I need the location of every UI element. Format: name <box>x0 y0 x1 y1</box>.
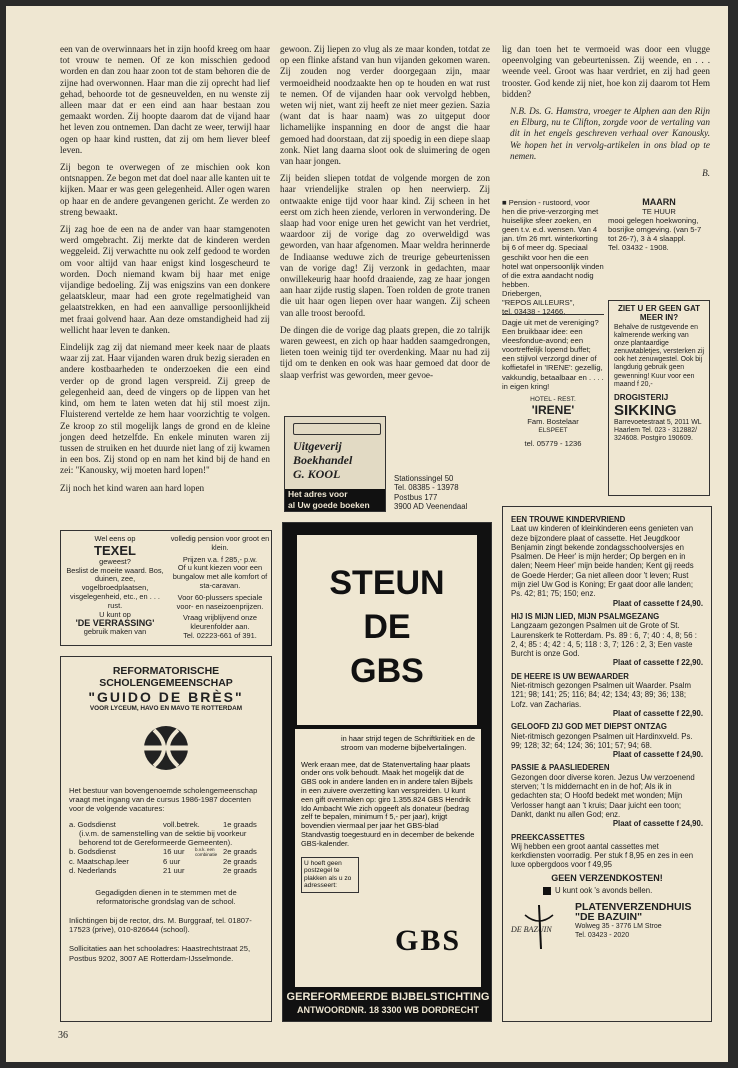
bazuin-ad-name-1: PLATENVERZENDHUIS <box>575 901 692 914</box>
bazuin-ad-phone-text: U kunt ook 's avonds bellen. <box>555 885 653 895</box>
bazuin-item-text: Wij hebben een groot aantal cassettes met kerkdiensten voorradig. Per stuk f 8,95 en zes in een luxe opbergdoos voor f 49,95 <box>511 841 694 870</box>
article-paragraph: Zij begon te overwegen of ze mischien ook kon ontsnappen. Ze begon met dat doel naar alle kanten uit te kijken. Maar er was geen gelegenheid. Aller ogen waren op haar en de andere gevangenen gericht. Ze werden zo streng bewaakt. <box>60 162 270 217</box>
texel-ad-line: Vraag vrijblijvend onze kleurenfolder aan. <box>182 613 258 632</box>
vacancy-subject: c. Maatschap.leer <box>69 857 129 867</box>
kool-ad-address <box>394 474 467 512</box>
maarn-ad <box>608 198 710 253</box>
bazuin-item <box>511 722 703 759</box>
bazuin-ad-name-2: "DE BAZUIN" <box>575 910 643 923</box>
pension-ad-place: Driebergen, <box>502 288 542 298</box>
bazuin-item-text: Gezongen door diverse koren. Jezus Uw verzoenend sterven; 't Is middernacht en in de hof; Als ik in gedachten sta; O Hoofd bedekt met wonden; Mijn Verlosser hangt aan 't kruis; Daar juicht een toon; Dankt, dankt nu allen God; enz. <box>511 772 695 819</box>
article-column-3 <box>502 44 710 185</box>
kool-ad-slogan-line1: Het adres voor <box>288 489 348 499</box>
vacancy-combo-note: b.v.k. een combinatie <box>195 847 218 858</box>
school-ad-paragraph: Sollicitaties aan het schooladres: Haastrechtstraat 25, Postbus 9202, 3007 AE Rotterdam-IJsselmonde. <box>69 944 251 963</box>
texel-ad-line: U kunt op <box>99 609 131 619</box>
gbs-ad-footer-address: ANTWOORDNR. 18 3300 WB DORDRECHT <box>296 1005 480 1015</box>
bazuin-logo-icon <box>511 903 567 953</box>
texel-ad-line: geweest? <box>99 556 131 566</box>
bazuin-item-price: Plaat of cassette f 24,90. <box>612 819 703 829</box>
vacancy-hours: 16 uur <box>163 847 185 857</box>
bazuin-item-title: DE HEERE IS UW BEWAARDER <box>511 671 629 681</box>
sikking-ad-text: Behalve de rustgevende en kalmerende werking van onze plantaardige zenuwtabletjes, versterken zij ook het zenuwgestel. Ook bij langdurig gebruik geen gewenning! Kuur voor een maand f 20,- <box>614 324 705 388</box>
bazuin-item-price: Plaat of cassette f 22,90. <box>612 708 703 718</box>
gbs-ad-banner <box>297 535 477 725</box>
school-ad-paragraph: Inlichtingen bij de rector, drs. M. Burggraaf, tel. 01807-17523 (prive), 010-826644 (school). <box>69 916 252 935</box>
vacancy-subject: d. Nederlands <box>69 866 117 876</box>
magazine-page <box>6 6 728 1062</box>
vacancy-row <box>69 847 263 857</box>
bazuin-item <box>511 672 703 718</box>
kool-ad-line2: Boekhandel <box>293 453 353 467</box>
bazuin-item-title: PREEKCASSETTES <box>511 832 585 842</box>
texel-ad-line: volledig pension voor groot en klein. <box>170 534 270 552</box>
article-paragraph: De dingen die de vorige dag plaats grepen, die zo talrijk waren geweest, en zich op haar hadden saamgedrongen, lieten toen weinig tijd ter overdenking. Maar nu had zij tijd om te denken en ook was haar gemoed dat door de slaap verfrist was geworden, meer gevoe- <box>280 324 490 380</box>
school-ad-title-1: REFORMATORISCHE <box>112 665 220 677</box>
pension-ad-name: "REPOS AILLEURS", <box>502 298 575 308</box>
gbs-ad-banner-line: GBS <box>350 652 424 690</box>
irene-ad <box>502 318 604 448</box>
vacancy-grade: 2e graads <box>223 857 257 867</box>
school-ad <box>60 656 272 1022</box>
bazuin-item-title: GELOOFD ZIJ GOD MET DIEPST ONTZAG <box>511 722 667 732</box>
kool-ad <box>280 416 490 514</box>
maarn-ad-text: mooi gelegen hoekwoning, bosrijke omgeving. (van 5-7 tot 26-7), 3 à 4 slaappl. <box>608 216 702 244</box>
school-ad-intro: Het bestuur van bovengenoemde scholengemeenschap vraagt met ingang van de cursus 1986-1987 docenten voor de volgende vacatures: <box>69 786 258 814</box>
texel-ad-line: gebruik maken van <box>83 627 147 637</box>
gbs-ad-intro: in haar strijd tegen de Schriftkritiek en de stroom van moderne bijbelvertalingen. <box>341 734 475 752</box>
texel-ad <box>60 530 272 646</box>
kool-ad-address-line: Postbus 177 <box>394 492 438 502</box>
kool-ad-line3: G. KOOL <box>293 467 341 481</box>
sikking-ad <box>608 300 710 496</box>
vacancy-row <box>69 866 263 875</box>
bazuin-ad-company <box>575 903 691 953</box>
bazuin-item <box>511 612 703 668</box>
sikking-ad-address: Barrevoetestraat 5, 2011 WL Haarlem Tel. 023 - 312882/ 324608. Postgiro 190609. <box>614 418 702 443</box>
school-ad-paragraph: Gegadigden dienen in te stemmen met de reformatorische grondslag van de school. <box>95 887 237 906</box>
irene-ad-owner: Fam. Bostelaar <box>527 416 579 426</box>
vacancy-grade: 2e graads <box>223 847 257 857</box>
school-ad-title-2: SCHOLENGEMEENSCHAP <box>99 677 233 689</box>
article-paragraph: een van de overwinnaars het in zijn hoofd kreeg om haar tot vrouw te nemen. Of ze kon misschien gedood worden en dan zou haar zoon tot de stam behoren die de zijne had overwonnen. Haar man die zij oprecht had lief gehad, behoorde tot de gesneuvelden, en nu wenste zij alleen maar dat er een eind aan haar bestaan zou gemaakt worden. Zij hoopte daarom dat de vijand haar het leven zou ontnemen. Dan dacht ze weer, terwijl haar ogen op haar kind rustten, dat zij om hem liever bleef leven. <box>60 44 270 155</box>
kool-ad-address-line: 3900 AD Veenendaal <box>394 502 468 512</box>
texel-ad-line: Voor 60-plussers speciale voor- en naseizoenprijzen. <box>176 592 264 611</box>
maarn-ad-title: MAARN <box>642 197 676 207</box>
irene-ad-label: HOTEL - REST. <box>530 395 576 403</box>
sikking-ad-title: ZIET U ER GEEN GAT MEER IN? <box>617 304 701 322</box>
bazuin-ad-footer <box>511 903 703 953</box>
kool-ad-slogan <box>285 489 385 511</box>
vacancy-hours: 6 uur <box>163 857 181 867</box>
gbs-ad-footer-title: GEREFORMEERDE BIJBELSTICHTING <box>286 991 490 1003</box>
bazuin-ad-phone-note <box>511 886 703 895</box>
texel-ad-name: 'DE VERRASSING' <box>75 618 155 629</box>
vacancy-hours: 21 uur <box>163 866 185 876</box>
article-paragraph: Eindelijk zag zij dat niemand meer keek naar de plaats waar zij zat. Haar vijanden waren druk bezig sieraden en andere kostbaarheden te onderzoeken die een eind verder op de grond lagen verspreid. Zij greep de gelegenheid aan, deed de vingers op de lippen van het kind, om hem te laten weten dat hij stil moest zijn. Fluisterend vertelde ze hem haar voorzichtig te volgen. Ze kroop zo stil mogelijk langs de grond en de kleine jongen deed hetzelfde. En enkele minuten waren zij tussen de struiken en het duurde niet lang of zij kwamen in een bos. Zij stond op en nam het kind bij de hand en zei: "Kanousky, wij moeten hard lopen!" <box>60 342 270 476</box>
bazuin-item-text: Langzaam gezongen Psalmen uit de Grote of St. Laurenskerk te Rotterdam. Ps. 89 : 6, 7; 40 : 4, 8; 56 : 2, 4; 85 : 4; 42 : 4, 5; 118 : 3, 7; 126 : 2, 3; Een vaste Burcht is onze God. <box>511 621 697 659</box>
bazuin-ad-free-shipping: GEEN VERZENDKOSTEN! <box>551 872 663 883</box>
school-logo-icon <box>136 722 196 774</box>
bazuin-item-text: Laat uw kinderen of kleinkinderen eens genieten van deze bijzondere plaat of cassette. Het Jeugdkoor Benjamin zingt bekende zondagsschoolversjes en Psalmen. De Heer' is mijn herder; Op bergen en in dalen; Neem Heer' mijn beide handen; Kent gij reeds de Goede Herder; Ga niet alleen door 't leven; Rust mijn ziel Uw God is Koning; Er gaat door alle landen; Ps. 42; 81; 75; 150; enz. <box>511 524 694 599</box>
school-ad-subtitle: VOOR LYCEUM, HAVO EN MAVO TE ROTTERDAM <box>89 705 243 712</box>
sikking-ad-name: SIKKING <box>614 401 677 419</box>
maarn-ad-subtitle: TE HUUR <box>642 207 676 217</box>
vacancy-subject: b. Godsdienst <box>69 847 116 857</box>
bazuin-ad-phone: Tel. 03423 - 2020 <box>575 932 630 940</box>
pension-ad-phone: tel. 03438 - 12466. <box>502 307 566 317</box>
article-paragraph: Zij zag hoe de een na de ander van haar stamgenoten werd omgebracht. Zij merkte dat de kinderen werden weggeleid. Zij verwachtte nu ook zelf gedood te worden om voor altijd van haar enigst kind losgescheurd te worden. Doch niemand kwam bij haar met enige vijandige bedoeling. Zij was enigszins van een donkere gelaatskleur, maar had een grote regelmatigheid van gelaatstrekken, en had een aanvallige persoonlijkheid met fraai golvend haar. Aan deze omstandigheid had zij wellicht haar leven te danken. <box>60 224 270 335</box>
bazuin-item-price: Plaat of cassette f 22,90. <box>612 658 703 668</box>
vacancy-row <box>69 857 263 866</box>
article-column-2 <box>280 44 490 387</box>
translator-note: N.B. Ds. G. Hamstra, vroeger te Alphen aan den Rijn en Elburg, nu te Clifton, zorgde voor de vertaling van dit in het engels geschreven verhaal over Kanousky. We hopen het in vervolg-artikelen in ons blad op te nemen. <box>510 106 710 161</box>
bazuin-item <box>511 515 703 608</box>
kool-ad-address-line: Tel. 08385 - 13978 <box>394 483 459 493</box>
gbs-ad-text: Werk eraan mee, dat de Statenvertaling haar plaats onder ons volk behoudt. Maak het mogelijk dat de GBS ook in andere landen en in andere talen Bijbels in een zuivere overzetting kan verspreiden. U kunt een gift overmaken op: giro 1.355.824 GBS Hendrik Ido Ambacht Wie zich opgeeft als donateur (bedrag zelf te bepalen, minimum f 5,- per jaar), krijgt bovendien viermaal per jaar het GBS-blad Standvastig toegestuurd en in december de bekende GBS-kalender. <box>301 759 475 848</box>
vacancy-subject: a. Godsdienst <box>69 819 116 829</box>
telephone-icon <box>543 887 551 895</box>
article-paragraph: Zij beiden sliepen totdat de volgende morgen de zon haar vriendelijke stralen op hen neerwierp. Zij ontwaakte enige tijd voor haar kind. Zij scheen in het eerst om zich heen ziende, verloren in verwondering. De slaap had voor enige uren het gewicht van het verdriet, waardoor zij de vorige dag zo overweldigd was geworden, van haar afgenomen. Maar weldra herinnerde de Indiaanse weduwe zich de treurige gebeurtenissen van de vorige dag! Zij verzonk in gedachten, maar onwillekeurig haar hoofd draaiende, zag ze haar jongen aan haar zijde rustig slapen. Toen rolden de grote tranen die uit haar ogen liepen over haar wangen. Zij scheen van alle troost beroofd. <box>280 173 490 318</box>
bazuin-logo-text: DE BAZUIN <box>511 925 552 935</box>
texel-ad-line: Of u kunt kiezen voor een bungalow met alle komfort of sta-caravan. <box>172 563 268 590</box>
vacancy-row <box>69 820 263 829</box>
article-paragraph: lig dan toen het te vermoeid was door een vlugge opeenvolging van gebeurtenissen. Zij weende, en . . . weende veel. Groot was haar verdriet, en zij had geen trooster. God kende zij niet, hoe kon zij daarom tot Hem bidden? <box>502 44 710 99</box>
texel-ad-line: Beslist de moeite waard. Bos, duinen, zee, vogelbroedplaatsen, visgelegenheid, etc., en . . . rust. <box>66 565 164 610</box>
irene-ad-phone: tel. 05779 - 1236 <box>524 439 582 449</box>
kool-ad-slogan-line2: al Uw goede boeken <box>288 500 370 510</box>
vacancy-note: (i.v.m. de samenstelling van de sektie bij voorkeur behorend tot de Gereformeerde Gemeenten). <box>79 828 247 848</box>
article-signature: B. <box>702 168 710 179</box>
gbs-ad-banner-line: STEUN <box>329 564 445 602</box>
bazuin-item-text: Niet-ritmisch gezongen Psalmen uit Waarder. Psalm 121; 98; 141; 25; 116; 84; 42; 134; 43; 89; 36; 138; Lofz. van Zacharias. <box>511 681 691 709</box>
texel-ad-phone: Tel. 02223-661 of 391. <box>183 630 257 640</box>
article-paragraph: Zij noch het kind waren aan hard lopen <box>60 482 205 493</box>
texel-ad-right <box>169 535 271 641</box>
gbs-logo-icon: GBS <box>395 924 462 957</box>
bazuin-item-title: EEN TROUWE KINDERVRIEND <box>511 515 626 524</box>
bazuin-item <box>511 763 703 828</box>
bazuin-ad <box>502 506 712 1022</box>
vacancy-hours: voll.betrek. <box>163 819 200 829</box>
article-paragraph: gewoon. Zij liepen zo vlug als ze maar konden, totdat ze op een flinke afstand van hun vijanden gekomen waren. Zij zouden nog verder doorgegaan zijn, maar vermoeidheid noodzaakte hen op te houden en wat rust te nemen. Of de vijanden haar ook vervolgd hebben, weten wij niet, want zij heeft ze niet meer gezien. Sazia (want dat is haar naam) was zo uitgeput door lichamelijke inspanning en door de angst die haar gemoed had doorstaan, dat zij spoedig in een diepe slaap zonk. Niet lang daarna sloot ook de sluimering de ogen van haar jongen. <box>280 44 490 167</box>
bazuin-item-title: PASSIE & PAASLIEDEREN <box>511 763 610 773</box>
texel-ad-price: Prijzen v.a. f 285,- p.w. <box>182 554 258 564</box>
gbs-ad-body <box>295 729 481 987</box>
gbs-ad-banner-line: DE <box>363 608 411 646</box>
texel-ad-left <box>63 535 167 637</box>
pension-ad-text: ■ Pension - rustoord, voor hen die prive-verzorging met huiselijke sfeer zoeken, en geen t.v. e.d. wensen. Van 4 jan. t/m 26 mrt. winterkorting bij 6 of meer dg. Speciaal geschikt voor hen die een hotel wat onpersoonlijk vinden of die extra aandacht nodig hebben. <box>502 198 604 289</box>
bazuin-item-text: Niet-ritmisch gezongen Psalmen uit Hardinxveld. Ps. 99; 128; 32; 64; 124; 36; 101; 57; 94; 68. <box>511 731 693 750</box>
school-ad-title-3: "GUIDO DE BRÈS" <box>88 689 244 705</box>
irene-ad-text: Dagje uit met de vereniging? Een bruikbaar idee: een vleesfondue-avond; een voortreffelijk lopend buffet; een stijlvol verzorgd diner of koffietafel in 'IRENE': gezellig, vakkundig, betaalbaar en . . . . in eigen kring! <box>502 318 604 391</box>
kool-ad-line1: Uitgeverij <box>293 439 342 453</box>
article-column-1 <box>60 44 270 500</box>
gbs-ad <box>282 522 492 1022</box>
divider <box>502 314 604 315</box>
bazuin-item-price: Plaat of cassette f 24,90. <box>612 750 703 760</box>
bazuin-item <box>511 833 703 870</box>
texel-ad-line: Wel eens op <box>94 534 136 543</box>
gbs-ad-sticker: U hoeft geen postzegel te plakken als u zo adresseert: <box>301 857 359 893</box>
vacancy-grade: 2e graads <box>223 866 257 876</box>
bazuin-item-title: HIJ IS MIJN LIED, MIJN PSALMGEZANG <box>511 611 660 621</box>
bazuin-ad-address: Wolweg 35 - 3776 LM Stroe <box>575 922 662 930</box>
irene-ad-place: ELSPEET <box>538 426 568 434</box>
bazuin-item-price: Plaat of cassette f 24,90. <box>612 598 703 608</box>
kool-ad-address-line: Stationssingel 50 <box>394 474 454 483</box>
school-ad-vacancies <box>69 820 263 876</box>
irene-ad-name: 'IRENE' <box>531 402 575 417</box>
book-stack-icon <box>293 423 381 435</box>
kool-ad-logo <box>284 416 386 512</box>
vacancy-grade: 1e graads <box>223 819 257 829</box>
page-number: 36 <box>58 1030 68 1041</box>
pension-ad <box>502 198 604 316</box>
sikking-ad-label: DROGISTERIJ <box>614 392 669 402</box>
maarn-ad-phone: Tel. 03432 - 1908. <box>608 243 669 253</box>
texel-ad-title: TEXEL <box>94 542 136 558</box>
